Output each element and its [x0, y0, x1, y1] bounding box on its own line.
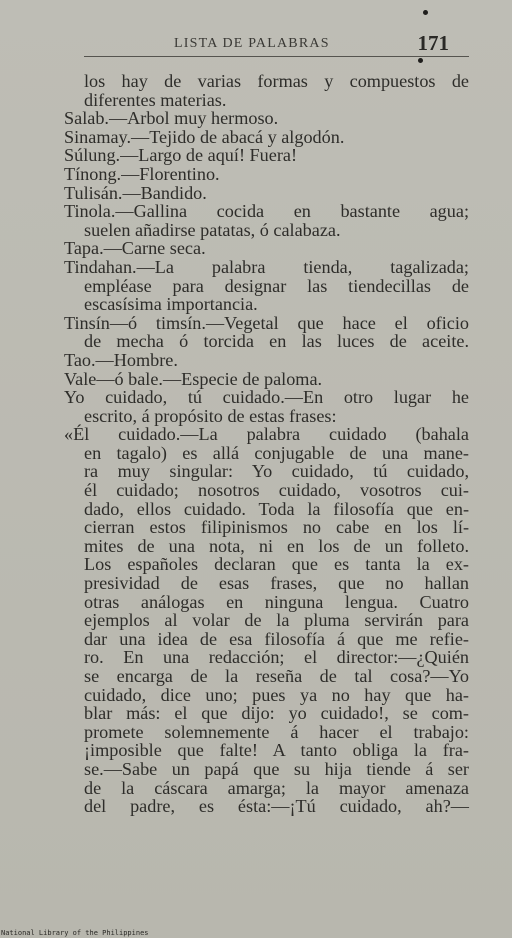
text-line: del padre, es ésta:—¡Tú cuidado, ah?— [84, 796, 469, 817]
text-line: cierran estos filipinismos no cabe en los lí- [84, 517, 469, 538]
text-line: escasísima importancia. [84, 294, 258, 315]
text-line: ejemplos al volar de la pluma servirán para [84, 610, 469, 631]
text-line: presividad de esas frases, que no hallan [84, 573, 469, 594]
text-line: Tinola.—Gallina cocida en bastante agua; [64, 201, 469, 222]
text-line: dado, ellos cuidado. Toda la filosofía que en- [84, 498, 469, 519]
text-line: empléase para designar las tiendecillas de [84, 275, 469, 296]
text-line: diferentes materias. [84, 89, 227, 110]
text-line: Tapa.—Carne seca. [64, 238, 206, 259]
text-line: se encarga de la reseña de tal cosa?—Yo [84, 666, 469, 686]
text-line: cuidado, dice uno; pues ya no hay que ha- [84, 684, 469, 705]
text-line: Los españoles declaran que es tanta la ex- [84, 554, 469, 575]
text-line: él cuidado; nosotros cuidado, vosotros cui- [84, 480, 469, 501]
page-header [84, 31, 469, 60]
header-rule [84, 56, 469, 57]
text-line: escrito, á propósito de estas frases: [84, 405, 337, 426]
text-line: mites de una nota, ni en los de un folleto. [84, 535, 469, 556]
text-line: los hay de varias formas y compuestos de [84, 71, 469, 91]
text-line: Tao.—Hombre. [64, 349, 178, 370]
text-line: Tínong.—Florentino. [64, 163, 220, 184]
text-line: blar más: el que dijo: yo cuidado!, se com- [84, 703, 469, 724]
text-line: de mecha ó torcida en las luces de aceite. [84, 331, 469, 352]
text-line: «Él cuidado.—La palabra cuidado (bahala [64, 424, 469, 445]
text-line: otras análogas en ninguna lengua. Cuatro [84, 591, 469, 612]
text-line: de la cáscara amarga; la mayor amenaza [84, 777, 469, 798]
text-line: ¡imposible que falte! A tanto obliga la fra- [84, 740, 469, 761]
text-line: suelen añadirse patatas, ó calabaza. [84, 219, 341, 240]
text-line: en tagalo) es allá conjugable de una mane- [84, 442, 469, 463]
ink-speck [423, 10, 428, 15]
library-credit: National Library of the Philippines [1, 929, 149, 937]
text-line: ro. En una redacción; el director:—¿Quién [84, 647, 469, 668]
running-title: LISTA DE PALABRAS [174, 36, 330, 51]
text-line: Súlung.—Largo de aquí! Fuera! [64, 145, 298, 166]
text-line: ra muy singular: Yo cuidado, tú cuidado, [84, 461, 469, 482]
text-line: Tinsín—ó timsín.—Vegetal que hace el oficio [64, 312, 469, 333]
text-line: se.—Sabe un papá que su hija tiende á ser [84, 758, 469, 779]
text-line: promete solemnemente á hacer el trabajo: [84, 721, 469, 742]
text-line: Salab.—Arbol muy hermoso. [64, 108, 279, 129]
text-line: Tindahan.—La palabra tienda, tagalizada; [64, 256, 469, 277]
text-line: Yo cuidado, tú cuidado.—En otro lugar he [64, 387, 469, 408]
glossary-body [64, 72, 469, 816]
text-line: dar una idea de esa filosofía á que me refie- [84, 628, 469, 649]
text-line: Tulisán.—Bandido. [64, 182, 207, 203]
page-number: 171 [417, 31, 449, 55]
text-line: Sinamay.—Tejido de abacá y algodón. [64, 126, 345, 147]
text-line: Vale—ó bale.—Especie de paloma. [64, 368, 323, 389]
